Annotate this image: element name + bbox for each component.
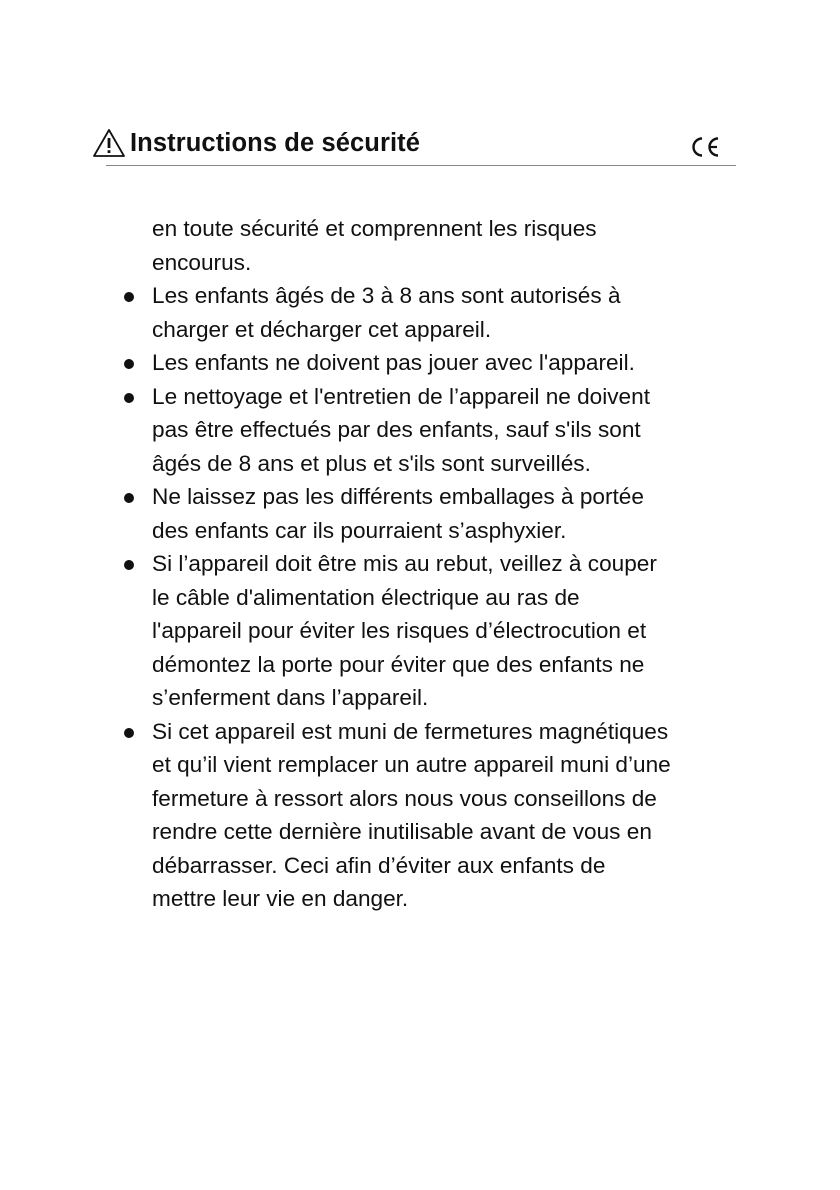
bullet-dot-icon (124, 359, 134, 369)
bullet-dot-icon (124, 560, 134, 570)
text-line: l'appareil pour éviter les risques d’électrocution et (152, 618, 647, 643)
text-line: fermeture à ressort alors nous vous conseillons de (152, 785, 657, 811)
text-line: mettre leur vie en danger. (152, 886, 409, 911)
bullet-item (152, 279, 752, 346)
text-line: Le nettoyage et l'entretien de l’appareil ne doivent (152, 383, 650, 409)
bullet-dot-icon (124, 393, 134, 403)
bullet-dot-icon (124, 728, 134, 738)
text-line: Les enfants ne doivent pas jouer avec l'appareil. (152, 350, 635, 375)
bullet-item (152, 380, 752, 481)
text-line: Si cet appareil est muni de fermetures magnétiques (152, 718, 669, 744)
page-title: Instructions de sécurité (130, 129, 421, 157)
text-line: et qu’il vient remplacer un autre appareil muni d’une (152, 752, 671, 777)
bullet-item (152, 547, 752, 715)
text-line: rendre cette dernière inutilisable avant de vous en (152, 819, 652, 844)
ce-mark-icon (688, 134, 722, 160)
text-line: débarrasser. Ceci afin d’éviter aux enfants de (152, 852, 606, 878)
text-line: Ne laissez pas les différents emballages à portée (152, 484, 644, 509)
text-line: âgés de 8 ans et plus et s'ils sont surveillés. (152, 450, 591, 476)
page-header (92, 126, 736, 166)
text-line: en toute sécurité et comprennent les risques (152, 216, 597, 241)
bullet-item (152, 480, 752, 547)
instructions-body (152, 212, 752, 916)
continuation-text (152, 212, 752, 279)
text-line: encourus. (152, 249, 252, 275)
header-divider (106, 165, 736, 166)
bullet-item (152, 715, 752, 916)
text-line: charger et décharger cet appareil. (152, 316, 492, 342)
bullet-dot-icon (124, 493, 134, 503)
text-line: démontez la porte pour éviter que des enfants ne (152, 651, 645, 677)
text-line: Les enfants âgés de 3 à 8 ans sont autorisés à (152, 283, 621, 308)
text-line: des enfants car ils pourraient s’asphyxier. (152, 517, 567, 543)
bullet-dot-icon (124, 292, 134, 302)
text-line: pas être effectués par des enfants, sauf s'ils sont (152, 417, 641, 442)
warning-triangle-icon (92, 128, 126, 158)
text-line: Si l’appareil doit être mis au rebut, veillez à couper (152, 551, 657, 576)
text-line: le câble d'alimentation électrique au ras de (152, 584, 580, 610)
text-line: s’enferment dans l’appareil. (152, 685, 429, 710)
bullet-item (152, 346, 752, 380)
